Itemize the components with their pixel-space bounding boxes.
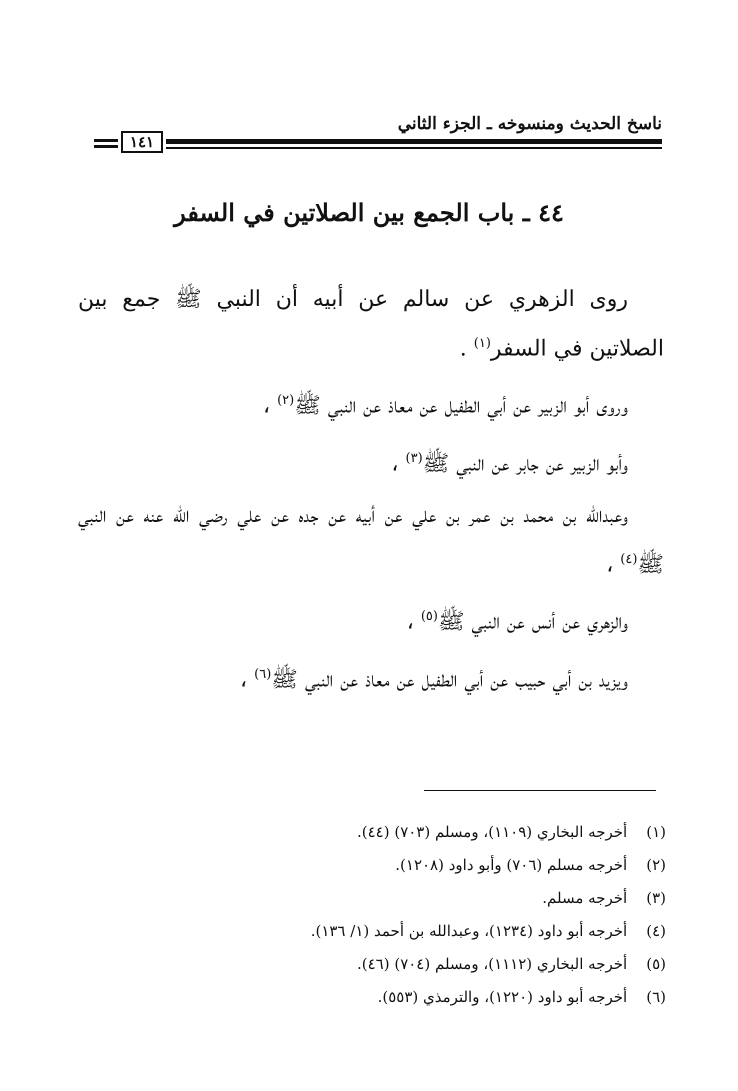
header-rule-thin xyxy=(166,147,662,149)
footnote xyxy=(100,882,666,915)
footnote-text: أخرجه أبو داود (١٢٢٠)، والترمذي (٥٥٣). xyxy=(377,988,628,1006)
paragraph-text: وأبو الزبير عن جابر عن النبي ﷺ xyxy=(422,450,628,476)
paragraph-text: وروى أبو الزبير عن أبي الطفيل عن معاذ عن النبي ﷺ xyxy=(294,393,628,419)
footnote-text: أخرجه أبو داود (١٢٣٤)، وعبدالله بن أحمد (١/ ١٣٦). xyxy=(310,922,628,940)
paragraph-end: ، xyxy=(606,552,621,578)
footnote xyxy=(100,915,666,948)
footnote xyxy=(100,849,666,882)
footnotes xyxy=(100,816,666,1014)
footnote-ref[interactable]: (٥) xyxy=(420,609,438,625)
body-text xyxy=(78,278,664,710)
footnote-text: أخرجه مسلم (٧٠٦) وأبو داود (١٢٠٨). xyxy=(395,856,628,874)
footnote xyxy=(100,816,666,849)
paragraph xyxy=(78,437,664,486)
paragraph-end: ، xyxy=(406,609,421,635)
paragraph-end: ، xyxy=(262,393,278,419)
footnote xyxy=(100,948,666,981)
paragraph-text: وعبدالله بن محمد بن عمر بن علي عن أبيه عن جده عن علي رضي الله عنه عن النبي ﷺ xyxy=(78,502,664,578)
header-dash-top xyxy=(94,139,118,142)
paragraph xyxy=(78,379,664,428)
footnote-text: أخرجه مسلم. xyxy=(542,889,628,907)
footnote-number: (٤) xyxy=(646,922,666,940)
chapter-title: ٤٤ ـ باب الجمع بين الصلاتين في السفر xyxy=(174,198,564,227)
page-number: ١٤١ xyxy=(121,131,163,153)
paragraph xyxy=(78,595,664,644)
paragraph-text: والزهري عن أنس عن النبي ﷺ xyxy=(437,609,628,635)
footnote-ref[interactable]: (٦) xyxy=(254,666,272,682)
footnote-number: (١) xyxy=(646,823,666,841)
footnote-number: (٦) xyxy=(646,988,666,1006)
paragraph xyxy=(78,494,664,587)
footnote-text: أخرجه البخاري (١١١٢)، ومسلم (٧٠٤) (٤٦). xyxy=(356,955,628,973)
footnote-ref[interactable]: (٢) xyxy=(277,393,295,409)
header-dash-bottom xyxy=(94,145,118,148)
footnote xyxy=(100,981,666,1014)
paragraph xyxy=(78,653,664,702)
paragraph-end: ، xyxy=(240,666,255,692)
footnote-ref[interactable]: (٣) xyxy=(405,450,423,466)
footnote-ref[interactable]: (١) xyxy=(473,336,491,351)
footnote-separator xyxy=(424,790,656,791)
footnote-ref[interactable]: (٤) xyxy=(620,551,638,567)
paragraph-text: روى الزهري عن سالم عن أبيه أن النبي ﷺ جمع بين الصلاتين في السفر xyxy=(78,287,664,362)
footnote-number: (٢) xyxy=(646,856,666,874)
paragraph-end: ، xyxy=(391,450,406,476)
footnote-text: أخرجه البخاري (١١٠٩)، ومسلم (٧٠٣) (٤٤). xyxy=(356,823,628,841)
running-title: ناسخ الحديث ومنسوخه ـ الجزء الثاني xyxy=(397,114,662,134)
paragraph xyxy=(78,278,664,371)
header-rule-thick xyxy=(166,139,662,144)
footnote-number: (٥) xyxy=(646,955,666,973)
paragraph-end: . xyxy=(459,336,474,362)
paragraph-text: ويزيد بن أبي حبيب عن أبي الطفيل عن معاذ عن النبي ﷺ xyxy=(271,666,628,692)
footnote-number: (٣) xyxy=(646,889,666,907)
